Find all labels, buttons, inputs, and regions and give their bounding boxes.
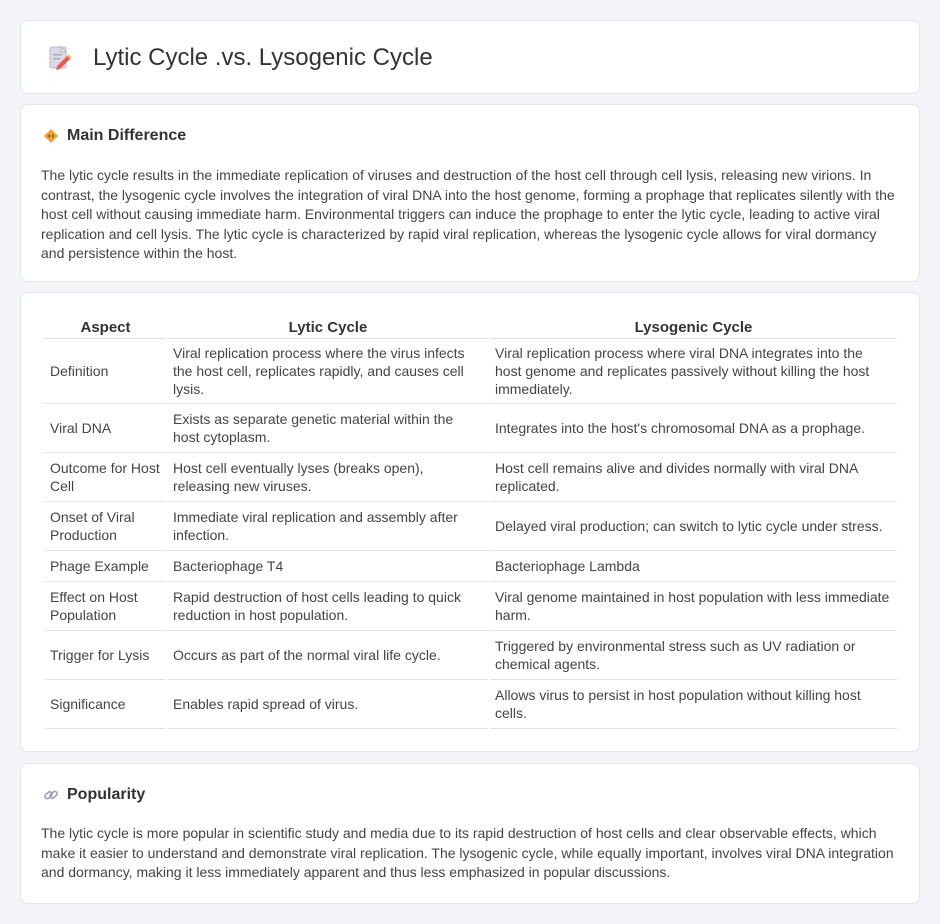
link-icon	[43, 787, 59, 803]
cell-aspect: Outcome for Host Cell	[45, 453, 166, 502]
table-row	[45, 582, 897, 631]
header-aspect: Aspect	[45, 315, 166, 339]
popularity-heading: Popularity	[67, 786, 146, 803]
table-header-row	[45, 315, 897, 339]
cell-aspect: Effect on Host Population	[45, 582, 166, 631]
table-row	[45, 631, 897, 680]
cell-aspect: Trigger for Lysis	[45, 631, 166, 680]
cell-lytic: Rapid destruction of host cells leading to quick reduction in host population.	[168, 582, 488, 631]
cell-lytic: Host cell eventually lyses (breaks open), releasing new viruses.	[168, 453, 488, 502]
cell-lytic: Viral replication process where the virus infects the host cell, replicates rapidly, and causes cell lysis.	[168, 339, 488, 404]
popularity-card	[20, 763, 920, 904]
table-row	[45, 680, 897, 729]
main-difference-text: The lytic cycle results in the immediate replication of viruses and destruction of the host cell through cell lysis, releasing new virions. In contrast, the lysogenic cycle involves the integration of viral DNA into the host genome, forming a prophage that replicates silently with the host cell without causing immediate harm. Environmental triggers can induce the prophage to enter the lytic cycle, leading to active viral replication and cell lysis. The lytic cycle is characterized by rapid viral replication, whereas the lysogenic cycle allows for viral dormancy and persistence within the host.	[41, 167, 895, 262]
cell-lysogenic: Integrates into the host's chromosomal DNA as a prophage.	[490, 404, 897, 453]
cell-lysogenic: Delayed viral production; can switch to lytic cycle under stress.	[490, 502, 897, 551]
comparison-card	[20, 292, 920, 752]
cell-aspect: Definition	[45, 339, 166, 404]
cell-lytic: Occurs as part of the normal viral life cycle.	[168, 631, 488, 680]
main-difference-card	[20, 104, 920, 282]
cell-lysogenic: Allows virus to persist in host population without killing host cells.	[490, 680, 897, 729]
diamond-signal-icon	[43, 128, 59, 144]
cell-aspect: Viral DNA	[45, 404, 166, 453]
cell-lytic: Enables rapid spread of virus.	[168, 680, 488, 729]
cell-aspect: Phage Example	[45, 551, 166, 582]
table-row	[45, 453, 897, 502]
table-row	[45, 502, 897, 551]
cell-lysogenic: Host cell remains alive and divides normally with viral DNA replicated.	[490, 453, 897, 502]
table-row	[45, 339, 897, 404]
comparison-table	[43, 315, 899, 729]
cell-lytic: Exists as separate genetic material within the host cytoplasm.	[168, 404, 488, 453]
title-card	[20, 20, 920, 94]
cell-lysogenic: Viral replication process where viral DNA integrates into the host genome and replicates passively without killing the host immediately.	[490, 339, 897, 404]
cell-lysogenic: Triggered by environmental stress such as UV radiation or chemical agents.	[490, 631, 897, 680]
cell-lytic: Bacteriophage T4	[168, 551, 488, 582]
document-pencil-icon	[45, 44, 73, 72]
popularity-text: The lytic cycle is more popular in scientific study and media due to its rapid destruction of host cells and clear observable effects, which make it easier to understand and demonstrate viral replication. The lysogenic cycle, while equally important, involves viral DNA integration and dormancy, making it less immediately apparent and thus less emphasized in popular discussions.	[41, 825, 894, 881]
cell-aspect: Onset of Viral Production	[45, 502, 166, 551]
cell-aspect: Significance	[45, 680, 166, 729]
cell-lysogenic: Bacteriophage Lambda	[490, 551, 897, 582]
header-lytic: Lytic Cycle	[168, 315, 488, 339]
page-title: Lytic Cycle .vs. Lysogenic Cycle	[93, 44, 433, 71]
cell-lytic: Immediate viral replication and assembly after infection.	[168, 502, 488, 551]
table-row	[45, 551, 897, 582]
table-row	[45, 404, 897, 453]
cell-lysogenic: Viral genome maintained in host population with less immediate harm.	[490, 582, 897, 631]
main-difference-heading: Main Difference	[67, 127, 187, 144]
header-lysogenic: Lysogenic Cycle	[490, 315, 897, 339]
